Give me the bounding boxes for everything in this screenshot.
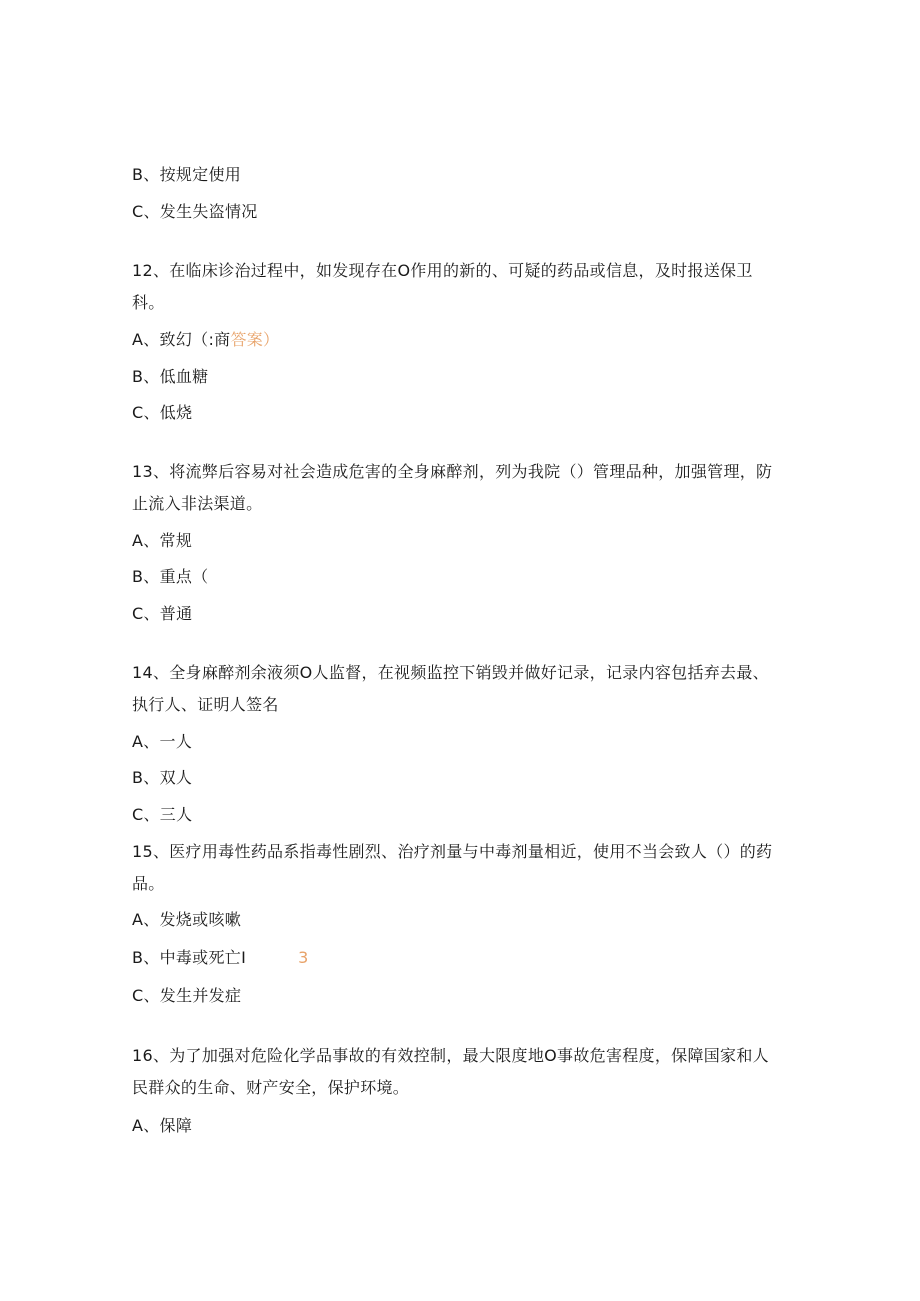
q16-question: 16、为了加强对危险化学品事故的有效控制，最大限度地O事故危害程度，保障国家和人民群众的生命、财产安全，保护环境。 bbox=[132, 1046, 769, 1097]
q12-answer-mark: 答案） bbox=[230, 330, 280, 349]
q15-option-c: C、发生并发症 bbox=[132, 986, 242, 1005]
q14-option-c: C、三人 bbox=[132, 805, 193, 824]
q15-page-mark: 3 bbox=[298, 948, 309, 967]
q15-option-b-text: B、中毒或死亡I bbox=[132, 948, 247, 967]
q15-option-b bbox=[132, 948, 309, 968]
q12-option-a bbox=[132, 330, 279, 350]
q14-option-b: B、双人 bbox=[132, 768, 193, 787]
q12-option-c: C、低烧 bbox=[132, 403, 193, 422]
q12-option-b: B、低血糖 bbox=[132, 367, 209, 386]
q12-option-a-text: A、致幻（:商 bbox=[132, 330, 231, 349]
q13-option-a: A、常规 bbox=[132, 531, 193, 550]
q12-question: 12、在临床诊治过程中，如发现存在O作用的新的、可疑的药品或信息，及时报送保卫科。 bbox=[132, 261, 753, 312]
q15-question: 15、医疗用毒性药品系指毒性剧烈、治疗剂量与中毒剂量相近，使用不当会致人（）的药品。 bbox=[132, 842, 773, 893]
q14-question: 14、全身麻醉剂余液须O人监督，在视频监控下销毁并做好记录，记录内容包括弃去最、执行人、证明人签名 bbox=[132, 663, 769, 714]
q15-option-a: A、发烧或咳嗽 bbox=[132, 910, 242, 929]
q13-option-c: C、普通 bbox=[132, 604, 193, 623]
q11-option-c: C、发生失盗情况 bbox=[132, 202, 258, 221]
q13-option-b: B、重点（ bbox=[132, 567, 209, 586]
q13-question: 13、将流弊后容易对社会造成危害的全身麻醉剂，列为我院（）管理品种，加强管理，防止流入非法渠道。 bbox=[132, 462, 773, 513]
q14-option-a: A、一人 bbox=[132, 732, 193, 751]
q11-option-b: B、按规定使用 bbox=[132, 165, 242, 184]
q16-option-a: A、保障 bbox=[132, 1116, 193, 1135]
